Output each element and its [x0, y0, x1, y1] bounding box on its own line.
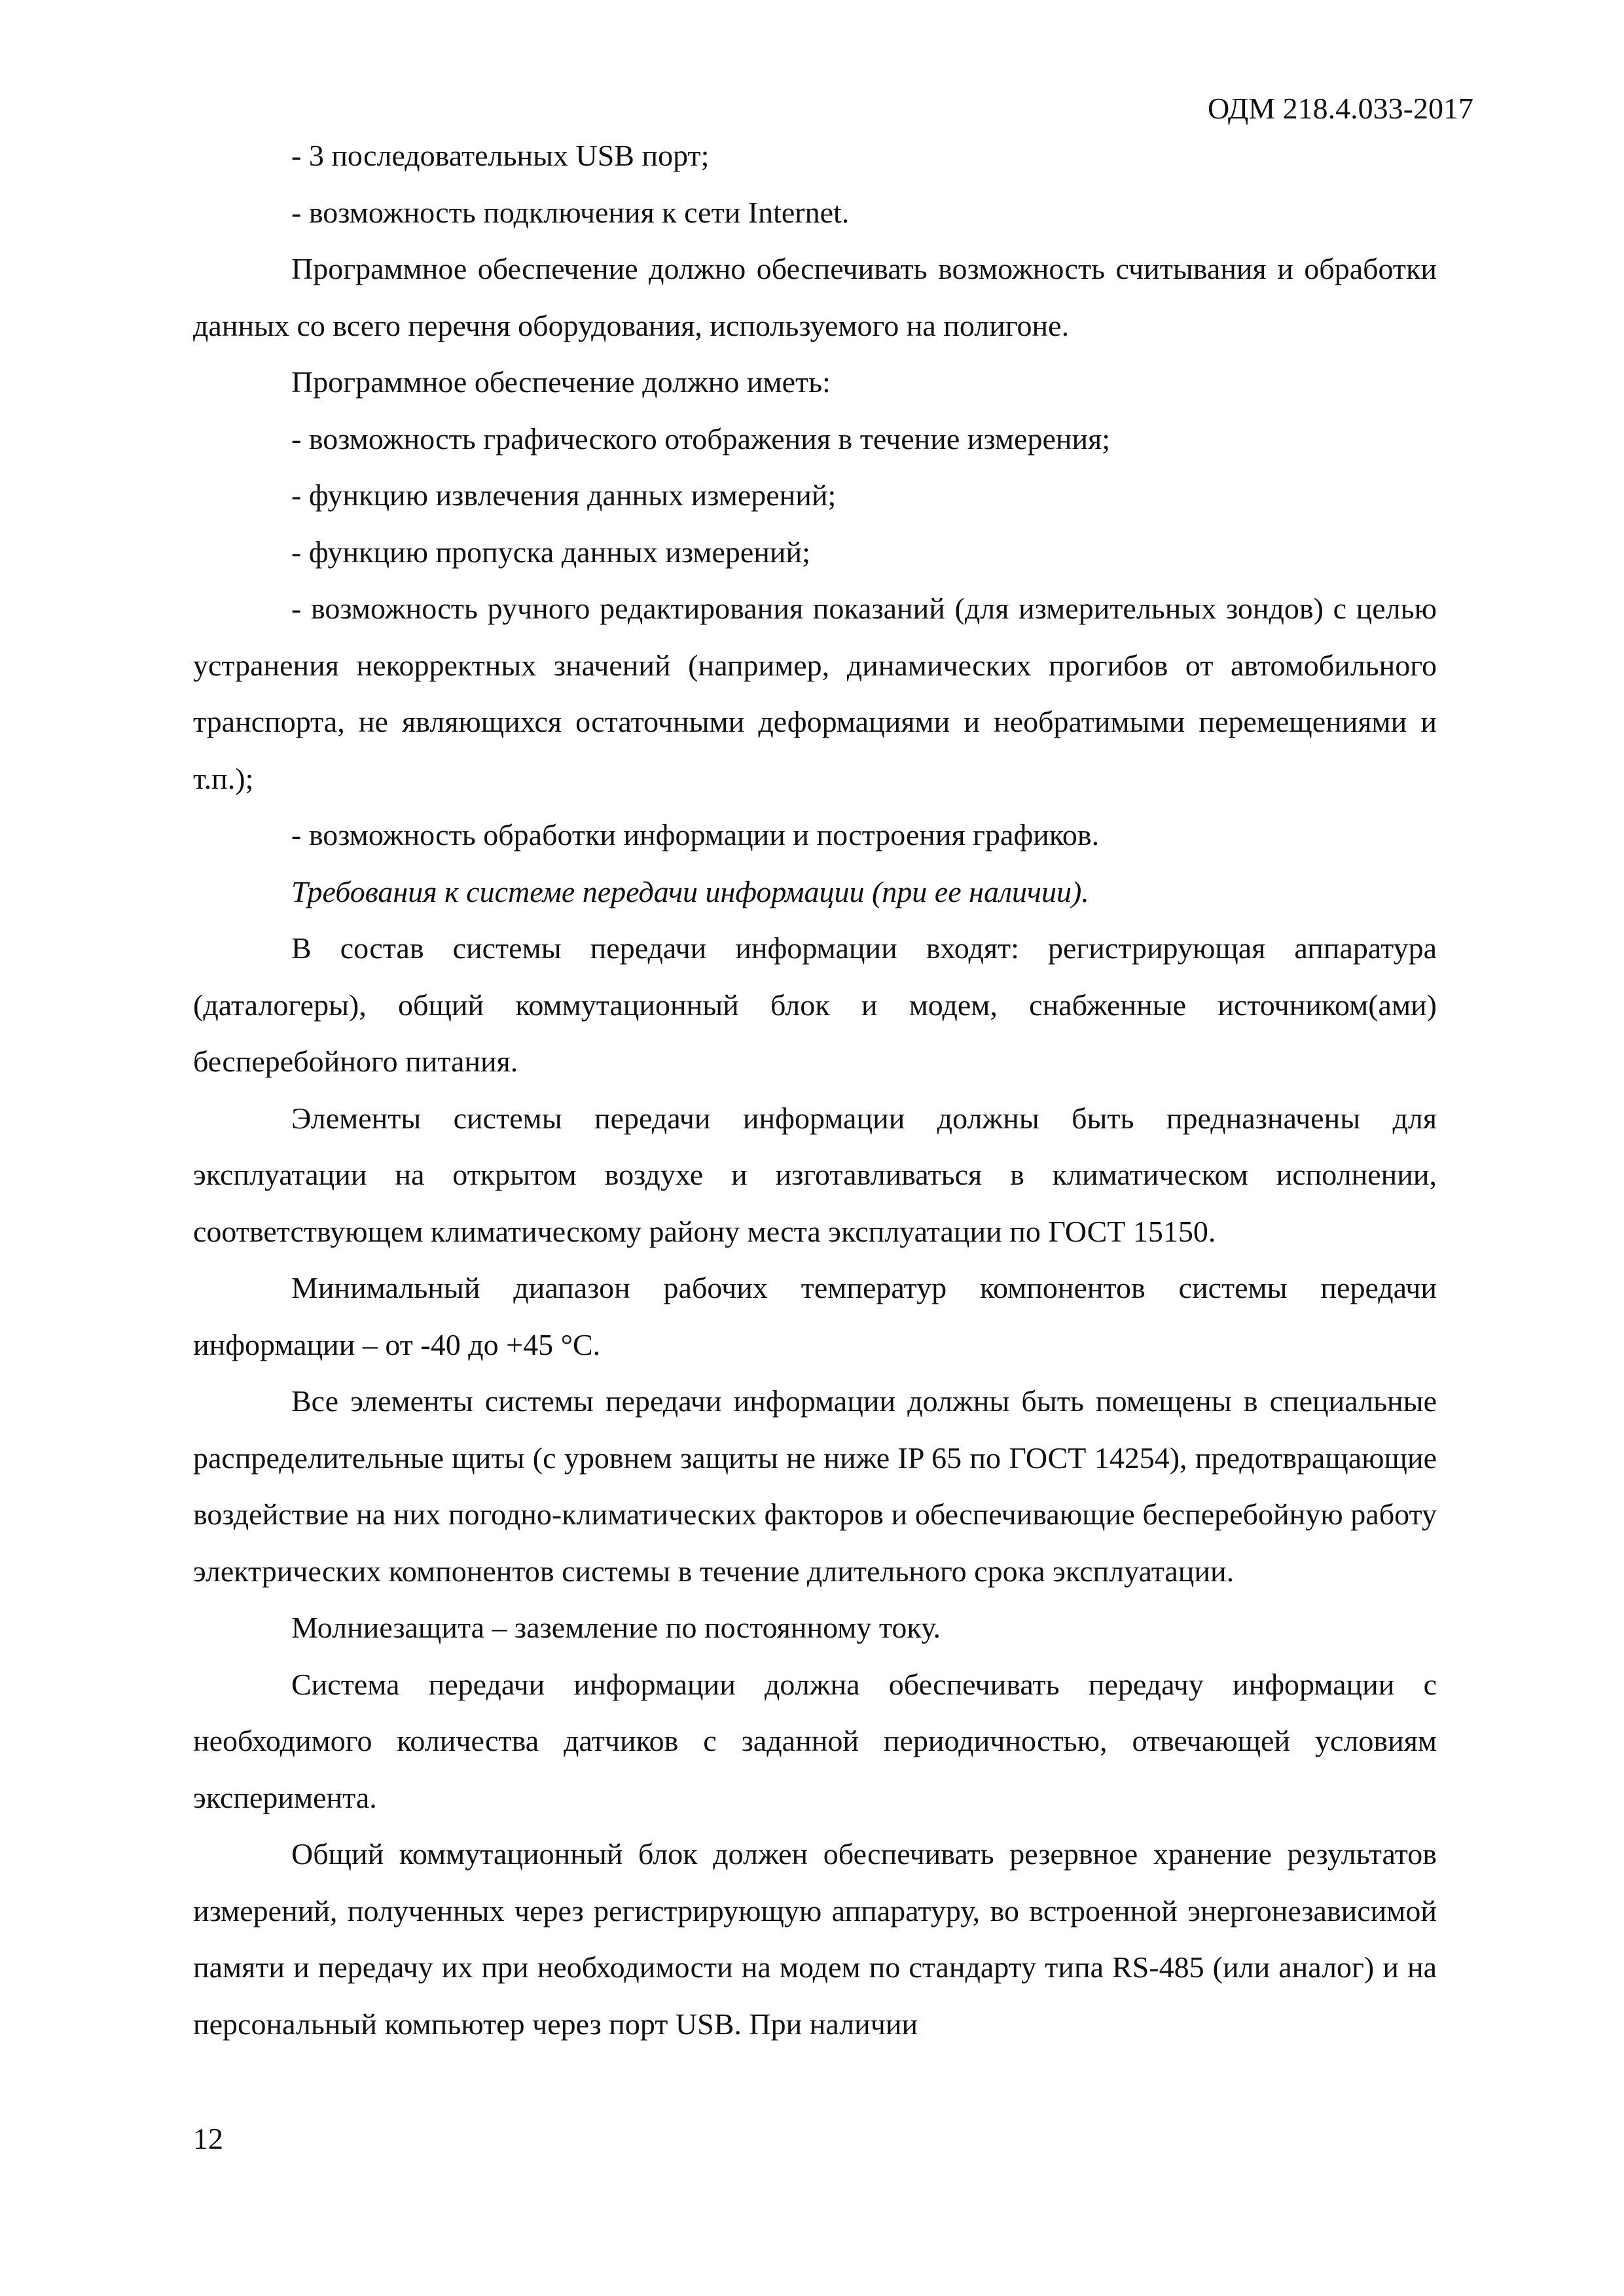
paragraph-outdoor-operation: Элементы системы передачи информации должны быть предназначены для эксплуатации на открытом воздухе и изготавливаться в климатическом исполнении, соответствующем климатическому району места эксплуатации по ГОСТ 15150.: [193, 1101, 1437, 1248]
paragraph-temperature-range: Минимальный диапазон рабочих температур компонентов системы передачи информации – от -40 до +45 °С.: [193, 1271, 1437, 1361]
list-item-usb-ports: - 3 последовательных USB порт;: [291, 139, 710, 172]
paragraph-software-must-have: Программное обеспечение должно иметь:: [291, 365, 831, 399]
list-item-data-skipping: - функцию пропуска данных измерений;: [291, 535, 810, 569]
section-heading-transmission-requirements: Требования к системе передачи информации (при ее наличии).: [291, 874, 1089, 908]
page-body: [193, 128, 1437, 2053]
paragraph-switching-unit: Общий коммутационный блок должен обеспечивать резервное хранение результатов измерений, полученных через регистрирующую аппаратуру, во встроенной энергонезависимой памяти и передачу их при необходимости на модем по стандарту типа RS-485 (или аналог) и на персональный компьютер через порт USB. При наличии: [193, 1837, 1437, 2041]
document-code: ОДМ 218.4.033-2017: [1207, 92, 1473, 125]
paragraph-data-transmission: Система передачи информации должна обеспечивать передачу информации с необходимого количества датчиков с заданной периодичностью, отвечающей условиям эксперимента.: [193, 1667, 1437, 1814]
page-number: 12: [193, 2122, 223, 2155]
list-item-manual-editing: - возможность ручного редактирования показаний (для измерительных зондов) с целью устранения некорректных значений (например, динамических прогибов от автомобильного транспорта, не являющихся остаточными деформациями и необратимыми перемещениями и т.п.);: [193, 592, 1437, 795]
list-item-internet: - возможность подключения к сети Internet.: [291, 195, 850, 229]
paragraph-system-composition: В состав системы передачи информации входят: регистрирующая аппаратура (даталогеры), общий коммутационный блок и модем, снабженные источником(ами) бесперебойного питания.: [193, 931, 1437, 1078]
paragraph-lightning-protection: Молниезащита – заземление по постоянному току.: [291, 1611, 941, 1644]
list-item-processing-graphs: - возможность обработки информации и построения графиков.: [291, 818, 1100, 852]
list-item-graphical-display: - возможность графического отображения в течение измерения;: [291, 422, 1111, 456]
list-item-data-extraction: - функцию извлечения данных измерений;: [291, 478, 837, 512]
paragraph-distribution-boxes: Все элементы системы передачи информации должны быть помещены в специальные распределительные щиты (с уровнем защиты не ниже IP 65 по ГОСТ 14254), предотвращающие воздействие на них погодно-климатических факторов и обеспечивающие бесперебойную работу электрических компонентов системы в течение длительного срока эксплуатации.: [193, 1384, 1437, 1588]
paragraph-software-reading: Программное обеспечение должно обеспечивать возможность считывания и обработки данных со всего перечня оборудования, используемого на полигоне.: [193, 252, 1437, 342]
